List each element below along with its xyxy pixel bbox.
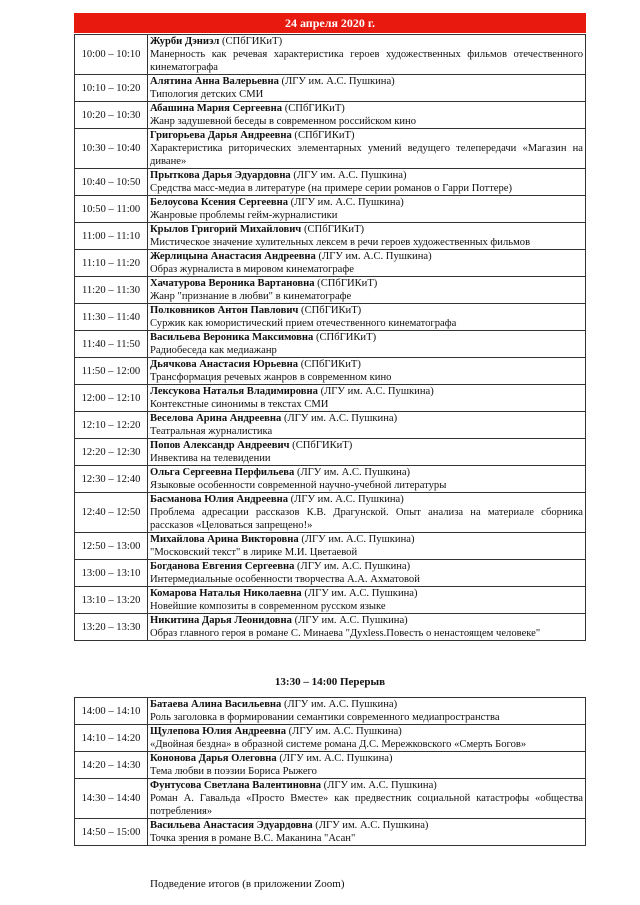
speaker-name: Попов Александр Андреевич <box>150 440 290 451</box>
speaker-name: Дьячкова Анастасия Юрьевна <box>150 359 299 370</box>
speaker-affiliation: (СПбГИКиТ) <box>298 305 362 316</box>
schedule-row <box>75 752 586 779</box>
speaker-affiliation: (СПбГИКиТ) <box>289 440 353 451</box>
time-slot: 13:10 – 13:20 <box>75 587 148 614</box>
speaker-line <box>150 223 583 236</box>
speaker-name: Басманова Юлия Андреевна <box>150 494 288 505</box>
talk-cell <box>148 466 586 493</box>
speaker-affiliation: (ЛГУ им. А.С. Пушкина) <box>312 820 429 831</box>
speaker-name: Михайлова Арина Викторовна <box>150 534 299 545</box>
talk-cell <box>148 439 586 466</box>
schedule-row <box>75 493 586 533</box>
speaker-affiliation: (ЛГУ им. А.С. Пушкина) <box>298 534 415 545</box>
speaker-affiliation: (СПбГИКиТ) <box>219 36 283 47</box>
schedule-row <box>75 779 586 819</box>
talk-topic: "Московский текст" в лирике М.И. Цветаевой <box>150 547 358 558</box>
schedule-row <box>75 358 586 385</box>
schedule-row <box>75 819 586 846</box>
schedule-row <box>75 560 586 587</box>
time-slot: 10:20 – 10:30 <box>75 102 148 129</box>
schedule-row <box>75 698 586 725</box>
speaker-name: Комарова Наталья Николаевна <box>150 588 302 599</box>
speaker-line <box>150 129 583 142</box>
schedule-row <box>75 129 586 169</box>
speaker-name: Крылов Григорий Михайлович <box>150 224 302 235</box>
schedule-row <box>75 439 586 466</box>
talk-topic: Жанр "признание в любви" в кинематографе <box>150 291 352 302</box>
time-slot: 11:40 – 11:50 <box>75 331 148 358</box>
time-slot: 11:50 – 12:00 <box>75 358 148 385</box>
time-slot: 13:20 – 13:30 <box>75 614 148 641</box>
talk-topic: Жанровые проблемы гейм-журналистики <box>150 210 338 221</box>
speaker-affiliation: (СПбГИКиТ) <box>301 224 365 235</box>
time-slot: 12:00 – 12:10 <box>75 385 148 412</box>
talk-topic: Радиобеседа как медиажанр <box>150 345 277 356</box>
speaker-affiliation: (СПбГИКиТ) <box>298 359 361 370</box>
talk-topic: Роль заголовка в формировании семантики современного медиапространства <box>150 712 500 723</box>
speaker-line <box>150 102 583 115</box>
schedule-row <box>75 725 586 752</box>
speaker-name: Батаева Алина Васильевна <box>150 699 282 710</box>
speaker-affiliation: (ЛГУ им. А.С. Пушкина) <box>278 76 395 87</box>
schedule-row <box>75 196 586 223</box>
speaker-line <box>150 250 583 263</box>
speaker-name: Фунтусова Светлана Валентиновна <box>150 780 322 791</box>
speaker-affiliation: (СПбГИКиТ) <box>314 278 378 289</box>
speaker-affiliation: (ЛГУ им. А.С. Пушкина) <box>294 467 411 478</box>
speaker-name: Ольга Сергеевна Перфильева <box>150 467 295 478</box>
time-slot: 10:00 – 10:10 <box>75 35 148 75</box>
date-header: 24 апреля 2020 г. <box>74 13 586 33</box>
talk-cell <box>148 385 586 412</box>
speaker-line <box>150 196 583 209</box>
talk-cell <box>148 725 586 752</box>
time-slot: 12:30 – 12:40 <box>75 466 148 493</box>
talk-topic: Трансформация речевых жанров в современном кино <box>150 372 392 383</box>
talk-topic: «Двойная бездна» в образной системе романа Д.С. Мережковского «Смерть Богов» <box>150 739 527 750</box>
talk-cell <box>148 75 586 102</box>
time-slot: 14:30 – 14:40 <box>75 779 148 819</box>
speaker-name: Алятина Анна Валерьевна <box>150 76 279 87</box>
time-slot: 12:40 – 12:50 <box>75 493 148 533</box>
schedule-row <box>75 304 586 331</box>
talk-cell <box>148 560 586 587</box>
speaker-line <box>150 533 583 546</box>
talk-cell <box>148 412 586 439</box>
schedule-row <box>75 277 586 304</box>
speaker-affiliation: (ЛГУ им. А.С. Пушкина) <box>290 170 407 181</box>
speaker-line <box>150 698 583 711</box>
schedule-row <box>75 223 586 250</box>
speaker-name: Прыткова Дарья Эдуардовна <box>150 170 291 181</box>
talk-cell <box>148 129 586 169</box>
schedule-row <box>75 250 586 277</box>
talk-cell <box>148 533 586 560</box>
speaker-affiliation: (ЛГУ им. А.С. Пушкина) <box>291 615 408 626</box>
speaker-line <box>150 331 583 344</box>
speaker-affiliation: (ЛГУ им. А.С. Пушкина) <box>321 780 437 791</box>
schedule-row <box>75 533 586 560</box>
talk-topic: Суржик как юмористический прием отечественного кинематографа <box>150 318 457 329</box>
talk-topic: Роман А. Гавальда «Просто Вместе» как предвестник социальной катастрофы «общества потребления» <box>150 793 583 817</box>
talk-topic: Контекстные синонимы в текстах СМИ <box>150 399 329 410</box>
time-slot: 11:30 – 11:40 <box>75 304 148 331</box>
talk-cell <box>148 35 586 75</box>
talk-topic: Типология детских СМИ <box>150 89 264 100</box>
speaker-name: Абашина Мария Сергеевна <box>150 103 283 114</box>
speaker-affiliation: (ЛГУ им. А.С. Пушкина) <box>281 413 398 424</box>
time-slot: 14:00 – 14:10 <box>75 698 148 725</box>
break-label: 13:30 – 14:00 Перерыв <box>274 676 386 688</box>
schedule-row <box>75 587 586 614</box>
talk-cell <box>148 493 586 533</box>
talk-topic: Манерность как речевая характеристика героев художественных фильмов отечественного кинематографа <box>150 49 583 73</box>
talk-cell <box>148 277 586 304</box>
time-slot: 12:10 – 12:20 <box>75 412 148 439</box>
speaker-line <box>150 304 583 317</box>
schedule-table-afternoon <box>74 697 586 846</box>
speaker-affiliation: (СПбГИКиТ) <box>282 103 345 114</box>
speaker-line <box>150 277 583 290</box>
speaker-name: Полковников Антон Павлович <box>150 305 299 316</box>
speaker-line <box>150 439 583 452</box>
time-slot: 10:30 – 10:40 <box>75 129 148 169</box>
schedule-row <box>75 75 586 102</box>
speaker-name: Васильева Анастасия Эдуардовна <box>150 820 313 831</box>
talk-cell <box>148 250 586 277</box>
speaker-name: Васильева Вероника Максимовна <box>150 332 314 343</box>
talk-cell <box>148 304 586 331</box>
speaker-affiliation: (ЛГУ им. А.С. Пушкина) <box>281 699 398 710</box>
speaker-line <box>150 75 583 88</box>
speaker-name: Веселова Арина Андреевна <box>150 413 282 424</box>
speaker-line <box>150 560 583 573</box>
speaker-line <box>150 35 583 48</box>
speaker-line <box>150 752 583 765</box>
speaker-name: Богданова Евгения Сергеевна <box>150 561 295 572</box>
speaker-affiliation: (ЛГУ им. А.С. Пушкина) <box>276 753 393 764</box>
time-slot: 14:10 – 14:20 <box>75 725 148 752</box>
speaker-name: Щулепова Юлия Андреевна <box>150 726 286 737</box>
talk-cell <box>148 587 586 614</box>
schedule-row <box>75 614 586 641</box>
schedule-row <box>75 331 586 358</box>
speaker-line <box>150 385 583 398</box>
speaker-line <box>150 587 583 600</box>
speaker-affiliation: (ЛГУ им. А.С. Пушкина) <box>286 726 402 737</box>
speaker-affiliation: (ЛГУ им. А.С. Пушкина) <box>301 588 418 599</box>
speaker-name: Григорьева Дарья Андреевна <box>150 130 292 141</box>
talk-cell <box>148 614 586 641</box>
schedule-table-morning <box>74 34 586 641</box>
speaker-name: Жерлицына Анастасия Андреевна <box>150 251 316 262</box>
speaker-affiliation: (ЛГУ им. А.С. Пушкина) <box>288 494 404 505</box>
speaker-line <box>150 358 583 371</box>
speaker-name: Хачатурова Вероника Вартановна <box>150 278 315 289</box>
speaker-line <box>150 614 583 627</box>
talk-topic: Театральная журналистика <box>150 426 273 437</box>
speaker-name: Лексукова Наталья Владимировна <box>150 386 318 397</box>
speaker-line <box>150 493 583 506</box>
speaker-affiliation: (ЛГУ им. А.С. Пушкина) <box>317 386 434 397</box>
talk-topic: Характеристика риторических элементарных умений ведущего телепередачи «Магазин на диване» <box>150 143 583 167</box>
speaker-name: Белоусова Ксения Сергеевна <box>150 197 289 208</box>
time-slot: 10:50 – 11:00 <box>75 196 148 223</box>
talk-topic: Языковые особенности современной научно-учебной литературы <box>150 480 447 491</box>
speaker-affiliation: (ЛГУ им. А.С. Пушкина) <box>288 197 404 208</box>
time-slot: 12:20 – 12:30 <box>75 439 148 466</box>
talk-topic: Жанр задушевной беседы в современном российском кино <box>150 116 417 127</box>
time-slot: 11:20 – 11:30 <box>75 277 148 304</box>
talk-topic: Образ главного героя в романе С. Минаева "Духless.Повесть о ненастоящем человеке" <box>150 628 541 639</box>
time-slot: 11:00 – 11:10 <box>75 223 148 250</box>
time-slot: 12:50 – 13:00 <box>75 533 148 560</box>
talk-cell <box>148 358 586 385</box>
time-slot: 10:40 – 10:50 <box>75 169 148 196</box>
speaker-line <box>150 466 583 479</box>
speaker-line <box>150 725 583 738</box>
speaker-affiliation: (ЛГУ им. А.С. Пушкина) <box>315 251 432 262</box>
talk-cell <box>148 331 586 358</box>
talk-cell <box>148 196 586 223</box>
closing-note: Подведение итогов (в приложении Zoom) <box>150 878 345 890</box>
talk-cell <box>148 698 586 725</box>
schedule-row <box>75 35 586 75</box>
time-slot: 10:10 – 10:20 <box>75 75 148 102</box>
speaker-line <box>150 779 583 792</box>
time-slot: 14:20 – 14:30 <box>75 752 148 779</box>
speaker-affiliation: (СПбГИКиТ) <box>313 332 377 343</box>
speaker-affiliation: (ЛГУ им. А.С. Пушкина) <box>294 561 411 572</box>
talk-topic: Инвектива на телевидении <box>150 453 271 464</box>
talk-cell <box>148 223 586 250</box>
schedule-row <box>75 412 586 439</box>
schedule-row <box>75 466 586 493</box>
talk-cell <box>148 819 586 846</box>
time-slot: 11:10 – 11:20 <box>75 250 148 277</box>
talk-topic: Интермедиальные особенности творчества А.А. Ахматовой <box>150 574 420 585</box>
speaker-affiliation: (СПбГИКиТ) <box>291 130 355 141</box>
talk-topic: Проблема адресации рассказов К.В. Драгунской. Опыт анализа на материале сборника рассказов «Целоваться запрещено!» <box>150 507 583 531</box>
schedule-row <box>75 102 586 129</box>
talk-topic: Мистическое значение хулительных лексем в речи героев художественных фильмов <box>150 237 531 248</box>
time-slot: 13:00 – 13:10 <box>75 560 148 587</box>
talk-topic: Средства масс-медиа в литературе (на примере серии романов о Гарри Поттере) <box>150 183 513 194</box>
talk-topic: Новейшие композиты в современном русском языке <box>150 601 386 612</box>
talk-cell <box>148 752 586 779</box>
speaker-line <box>150 412 583 425</box>
talk-cell <box>148 102 586 129</box>
talk-cell <box>148 779 586 819</box>
speaker-line <box>150 169 583 182</box>
talk-topic: Тема любви в поэзии Бориса Рыжего <box>150 766 317 777</box>
time-slot: 14:50 – 15:00 <box>75 819 148 846</box>
speaker-name: Журби Дэниэл <box>150 36 220 47</box>
talk-cell <box>148 169 586 196</box>
schedule-row <box>75 385 586 412</box>
schedule-row <box>75 169 586 196</box>
talk-topic: Образ журналиста в мировом кинематографе <box>150 264 354 275</box>
talk-topic: Точка зрения в романе В.С. Маканина "Асан" <box>150 833 356 844</box>
speaker-name: Кононова Дарья Олеговна <box>150 753 277 764</box>
speaker-line <box>150 819 583 832</box>
speaker-name: Никитина Дарья Леонидовна <box>150 615 292 626</box>
